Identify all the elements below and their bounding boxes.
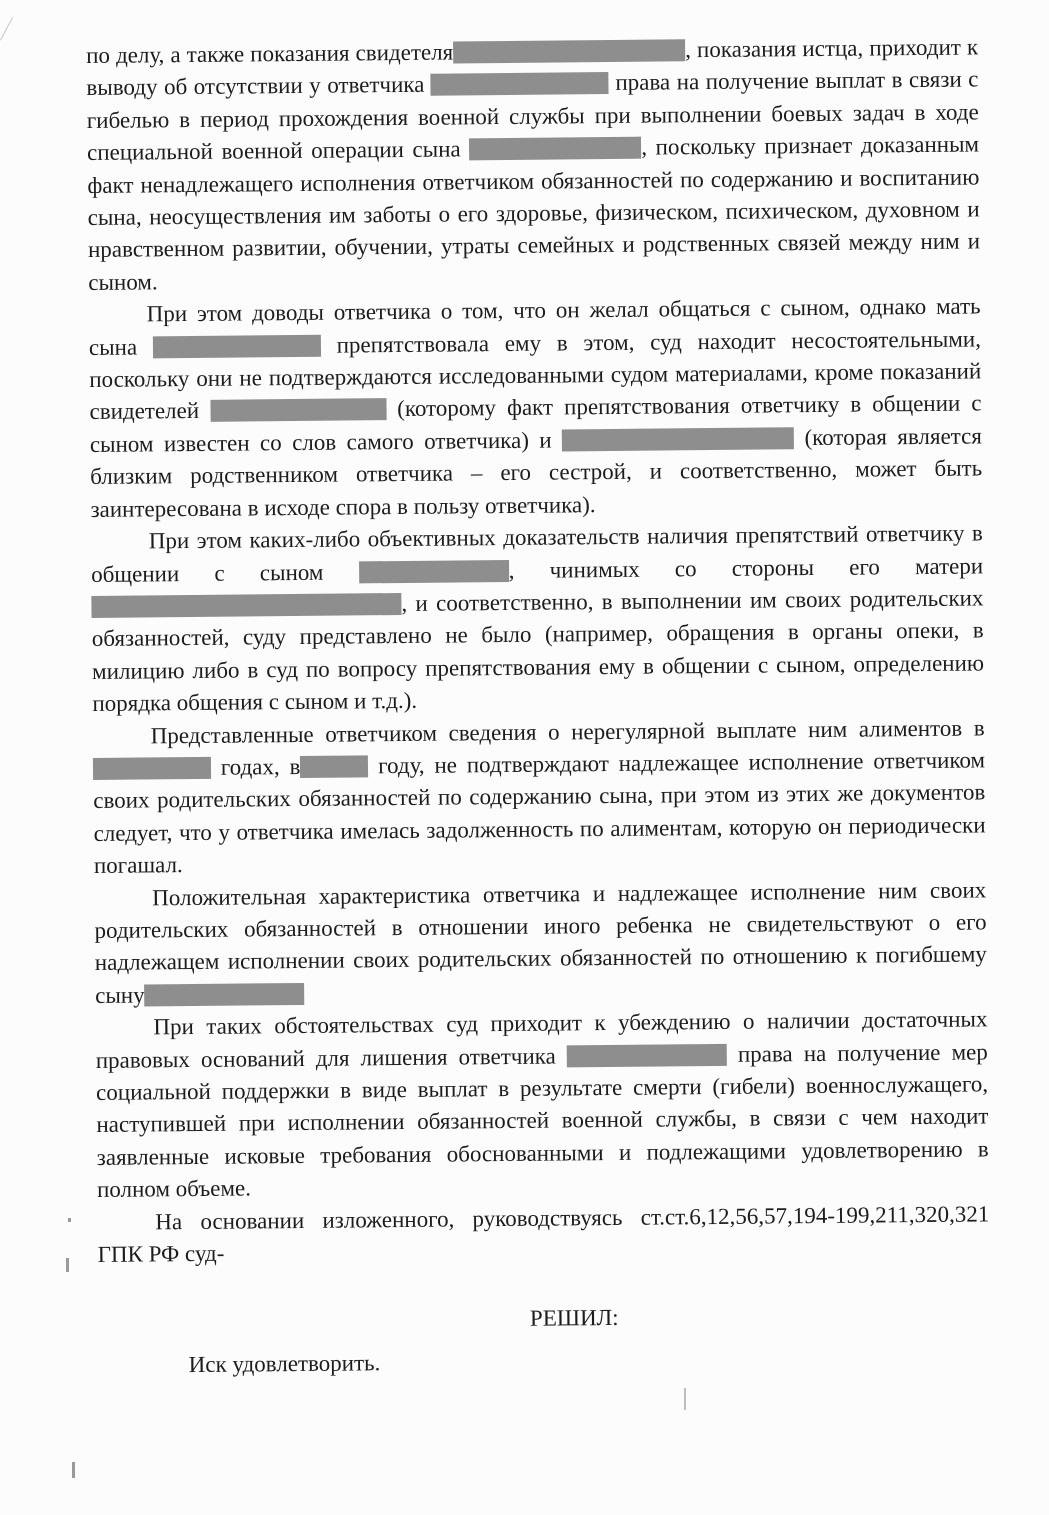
scan-speck [68,1218,71,1222]
redaction [431,72,609,96]
scan-speck [66,1258,69,1272]
paragraph-3: При этом каких-либо объективных доказательств наличия препятствий ответчику в общении с сыном , чинимых со стороны его матери , и соответственно, в выполнении им своих родительских обязанностей, суду представлено не было (например, обращения в органы опеки, в милицию либо в суд по вопросу препятствования ему в общении с сыном, определению порядка общения с сыном и т.д.). [91,520,985,717]
scan-speck [72,1462,75,1478]
redaction [93,757,211,780]
paragraph-7: На основании изложенного, руководствуясь ст.ст.6,12,56,57,194-199,211,320,321 ГПК РФ суд- [97,1201,990,1267]
paragraph-5: Положительная характеристика ответчика и надлежащее исполнение ним своих родительских обязанностей в отношении иного ребенка не свидетельствуют о его надлежащем исполнении своих родительских обязанностей по отношению к погибшему сыну [94,876,987,1008]
paragraph-6: При таких обстоятельствах суд приходит к убеждению о наличии достаточных правовых оснований для лишения ответчика права на получение мер социальной поддержки в виде выплат в результате смерти (гибели) военнослужащего, наступившей при исполнении обязанностей военной службы, в связи с чем находит заявленные исковые требования обоснованными и подлежащими удовлетворению в полном объеме. [95,1006,989,1203]
paragraph-1: по делу, а также показания свидетеля , показания истца, приходит к выводу об отсутствии у ответчика права на получение выплат в связи с гибелью в период прохождения военной службы при выполнении боевых задач в ходе специальной военной операции сына , поскольку признает доказанным факт ненадлежащего исполнения ответчиком обязанностей по содержанию и воспитанию сына, неосуществления им заботы о его здоровье, физическом, психическом, духовном и нравственном развитии, обучении, утраты семейных и родственных связей между ним и сыном. [86,34,981,295]
redaction [562,427,794,451]
paragraph-4: Представленные ответчиком сведения о нерегулярной выплате ним алиментов в годах, в году, не подтверждают надлежащее исполнение ответчиком своих родительских обязанностей по содержанию сына, при этом из этих же документов следует, что у ответчика имелась задолженность по алиментам, которую он периодически погашал. [93,714,986,879]
redaction [453,39,685,63]
redaction [567,1043,727,1067]
document-body [86,31,991,1382]
redaction [210,399,386,423]
redaction [359,559,509,582]
scan-speck [684,1388,686,1410]
decision-text: Иск удовлетворить. [188,1350,381,1377]
redaction [153,334,321,358]
redaction [145,983,305,1007]
decision-heading: РЕШИЛ: [529,1305,619,1332]
redaction [300,755,368,778]
redaction [469,137,641,161]
paragraph-2: При этом доводы ответчика о том, что он желал общаться с сыном, однако мать сына препятствовала ему в этом, суд находит несостоятельными, поскольку они не подтверждаются исследованными судом материалами, кроме показаний свидетелей (которому факт препятствования ответчику в общении с сыном известен со слов самого ответчика) и (которая является близким родственником ответчика – его сестрой, и соответственно, может быть заинтересована в исходе спора в пользу ответчика). [88,293,983,522]
redaction [91,593,401,618]
scan-edge-mark [0,17,13,40]
